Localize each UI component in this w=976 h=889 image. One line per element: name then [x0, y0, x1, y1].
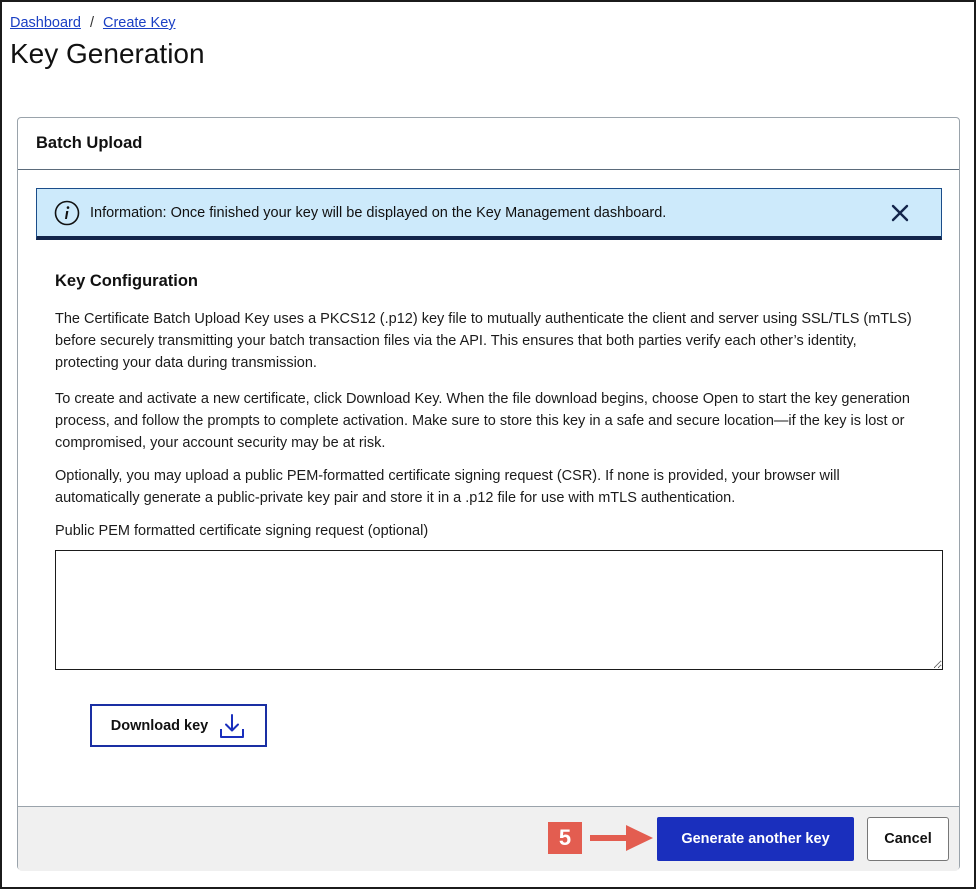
breadcrumb: [10, 15, 176, 31]
card-footer: [18, 806, 959, 871]
instructions-paragraph: To create and activate a new certificate, click Download Key. When the file download begins, choose Open to start the key generation process, and follow the prompts to complete activation. Make sure to store this key in a safe and secure location—if the key is lost or compromised, your account security may be at risk.: [55, 391, 910, 451]
generate-another-key-button[interactable]: Generate another key: [657, 817, 854, 861]
arrow-right-icon: [590, 824, 654, 852]
batch-upload-card: [17, 117, 960, 870]
csr-label: Public PEM formatted certificate signing request (optional): [55, 523, 429, 539]
key-configuration-title: Key Configuration: [55, 272, 198, 290]
cancel-button[interactable]: Cancel: [867, 817, 949, 861]
download-icon: [218, 712, 246, 740]
card-header: Batch Upload: [18, 118, 959, 170]
step-number-badge: 5: [548, 822, 582, 854]
csr-textarea[interactable]: [55, 550, 943, 670]
info-icon: [54, 200, 80, 226]
download-key-button[interactable]: [90, 704, 267, 747]
info-alert: [36, 188, 942, 240]
breadcrumb-separator: /: [89, 15, 94, 31]
close-icon[interactable]: [890, 203, 910, 223]
page-title: Key Generation: [10, 38, 205, 69]
breadcrumb-create-key-link[interactable]: Create Key: [102, 15, 176, 31]
alert-message: Information: Once finished your key will be displayed on the Key Management dashboard.: [90, 204, 667, 221]
description-paragraph: The Certificate Batch Upload Key uses a PKCS12 (.p12) key file to mutually authenticate the client and server using SSL/TLS (mTLS) before securely transmitting your batch transaction files via the API. This ensures that both parties verify each other’s identity, protecting your data during transmission.: [55, 311, 912, 371]
breadcrumb-dashboard-link[interactable]: Dashboard: [10, 15, 81, 31]
download-key-label: Download key: [110, 717, 209, 734]
csr-info-paragraph: Optionally, you may upload a public PEM-formatted certificate signing request (CSR). If none is provided, your browser will automatically generate a public-private key pair and store it in a .p12 file for use with mTLS authentication.: [55, 468, 840, 506]
